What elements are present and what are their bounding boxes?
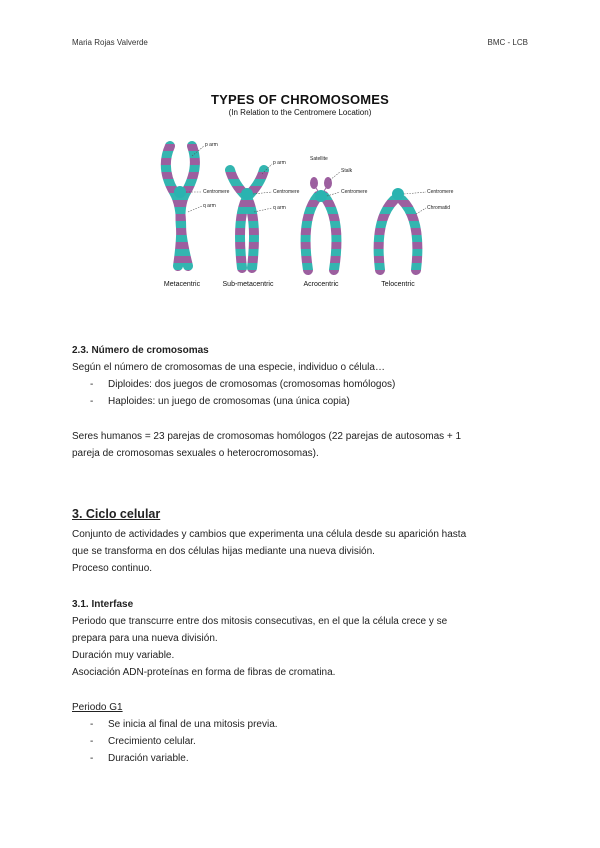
label-a-satellite: Satellite — [310, 156, 328, 162]
caption-telocentric: Telocentric — [381, 281, 415, 288]
label-t-arm: Chromatid — [427, 205, 451, 211]
telocentric-chromosome — [379, 188, 418, 270]
acrocentric-chromosome — [306, 177, 337, 270]
section-31-line-4: Asociación ADN-proteínas en forma de fibras de cromatina. — [72, 667, 336, 678]
label-a-stalk: Stalk — [341, 168, 353, 174]
header-course: BMC - LCB — [487, 38, 528, 47]
section-3-line-3: Proceso continuo. — [72, 563, 153, 574]
humans-line-2: pareja de cromosomas sexuales o heterocromosomas). — [72, 448, 319, 459]
bullet-dash: - — [90, 396, 94, 407]
chromosome-diagram — [130, 88, 470, 300]
bullet-dash: - — [90, 719, 94, 730]
section-23-heading: 2.3. Número de cromosomas — [72, 345, 209, 356]
label-m-centromere: Centromere — [203, 189, 230, 195]
section-23-intro: Según el número de cromosomas de una especie, individuo o célula… — [72, 362, 385, 373]
label-m-arm1: p arm — [205, 142, 218, 148]
section-3-heading: 3. Ciclo celular — [72, 507, 161, 521]
caption-submetacentric: Sub-metacentric — [222, 281, 274, 288]
bullet-dash: - — [90, 753, 94, 764]
bullet-dash: - — [90, 379, 94, 390]
label-a-centromere: Centromere — [341, 189, 368, 195]
section-3-line-1: Conjunto de actividades y cambios que experimenta una célula desde su aparición hasta — [72, 529, 467, 540]
caption-acrocentric: Acrocentric — [303, 281, 339, 288]
section-31-line-2: prepara para una nueva división. — [72, 633, 218, 644]
label-s-arm2: q arm — [273, 205, 286, 211]
humans-line-1: Seres humanos = 23 parejas de cromosomas homólogos (22 parejas de autosomas + 1 — [72, 431, 462, 442]
bullet-diploides: Diploides: dos juegos de cromosomas (cromosomas homólogos) — [108, 379, 396, 390]
section-31-line-3: Duración muy variable. — [72, 650, 175, 661]
header-author: Maria Rojas Valverde — [72, 38, 148, 47]
g1-bullet-3: Duración variable. — [108, 753, 189, 764]
figure-title: TYPES OF CHROMOSOMES — [210, 92, 390, 107]
bullet-haploides: Haploides: un juego de cromosomas (una única copia) — [108, 396, 350, 407]
label-m-arm2: q arm — [203, 203, 216, 209]
caption-metacentric: Metacentric — [163, 281, 201, 288]
bullet-dash: - — [90, 736, 94, 747]
g1-bullet-1: Se inicia al final de una mitosis previa. — [108, 719, 278, 730]
label-s-arm1: p arm — [273, 160, 286, 166]
submetacentric-chromosome — [230, 170, 264, 268]
figure-subtitle: (In Relation to the Centromere Location) — [228, 108, 372, 117]
section-3-line-2: que se transforma en dos células hijas mediante una nueva división. — [72, 546, 375, 557]
label-s-centromere: Centromere — [273, 189, 300, 195]
label-t-centromere: Centromere — [427, 189, 454, 195]
metacentric-chromosome — [166, 146, 195, 266]
section-31-line-1: Periodo que transcurre entre dos mitosis consecutivas, en el que la célula crece y se — [72, 616, 448, 627]
chromosome-figure — [130, 88, 470, 300]
periodo-g1-heading: Periodo G1 — [72, 702, 123, 713]
section-31-heading: 3.1. Interfase — [72, 599, 134, 610]
g1-bullet-2: Crecimiento celular. — [108, 736, 196, 747]
